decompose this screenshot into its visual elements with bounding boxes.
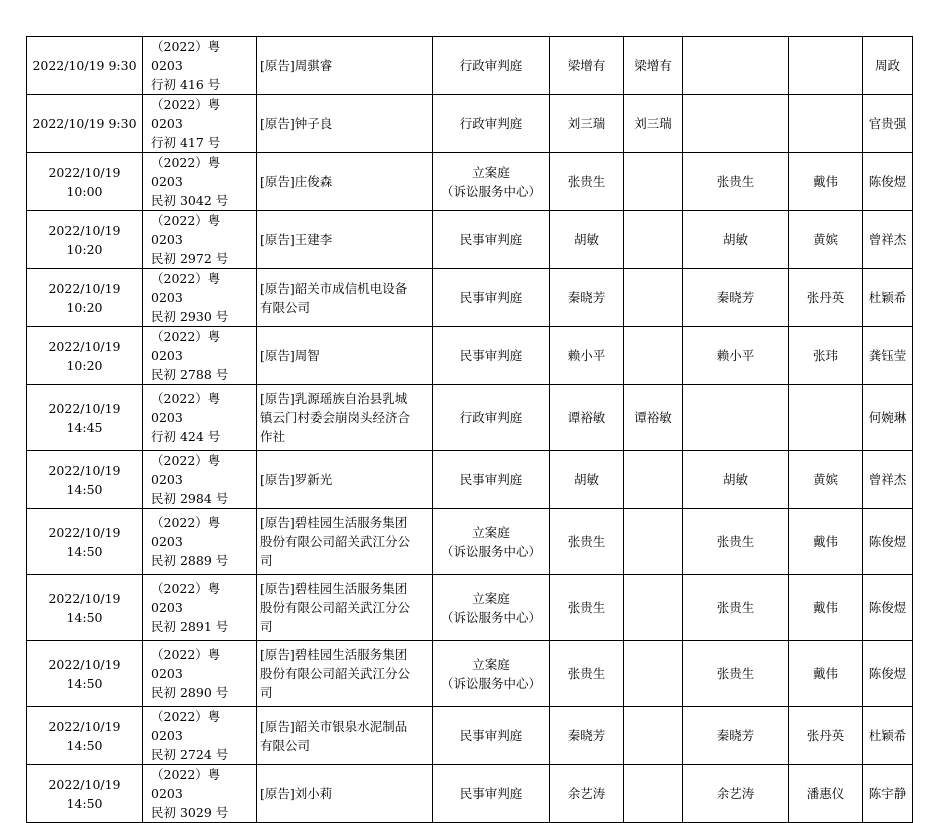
case-number-cell-line: （2022）粤 0203 [151,453,221,487]
collegial-judge-cell: 胡敏 [683,211,789,269]
presiding-judge-cell: 谭裕敏 [624,385,683,451]
clerk-cell: 龚钰莹 [863,327,913,385]
clerk-cell: 杜颖希 [863,269,913,327]
party-cell [257,707,433,765]
courtroom-cell-line: 立案庭 [472,590,510,606]
table-row [27,707,913,765]
party-cell [257,509,433,575]
courtroom-cell-line: （诉讼服务中心） [440,183,541,199]
case-number-cell-line: 民初 2984 号 [151,491,229,506]
collegial-judge-cell: 胡敏 [683,451,789,509]
case-number-cell-line: （2022）粤 0203 [151,329,221,363]
hearing-schedule-sheet [26,36,907,823]
courtroom-cell-line: 民事审判庭 [459,290,523,305]
case-number-cell-line: （2022）粤 0203 [151,97,221,131]
case-number-cell-line: 行初 416 号 [151,77,221,92]
courtroom-cell-line: 行政审判庭 [459,58,523,73]
judge-cell: 秦晓芳 [550,269,624,327]
table-row [27,327,913,385]
party-cell-line: [原告]韶关市银泉水泥制品 [260,718,408,734]
courtroom-cell [433,575,550,641]
courtroom-cell-line: 行政审判庭 [459,116,523,131]
courtroom-cell [433,385,550,451]
courtroom-cell-line: （诉讼服务中心） [440,543,541,559]
party-cell-line: 司 [260,553,273,568]
case-number-cell [143,327,257,385]
clerk-cell: 陈俊煜 [863,575,913,641]
courtroom-cell-line: 立案庭 [472,164,510,180]
hearing-datetime-cell: 2022/10/19 9:30 [27,95,143,153]
presiding-judge-cell [624,269,683,327]
case-number-cell-line: （2022）粤 0203 [151,39,221,73]
party-cell [257,641,433,707]
case-number-cell [143,37,257,95]
case-number-cell-line: 民初 2890 号 [151,685,229,700]
case-number-cell-line: （2022）粤 0203 [151,213,221,247]
case-number-cell-line: 行初 424 号 [151,429,221,444]
collegial-judge-cell: 张贵生 [683,509,789,575]
table-row [27,451,913,509]
juror-cell: 张玮 [789,327,863,385]
party-cell-line: 有限公司 [260,737,311,753]
case-number-cell [143,451,257,509]
hearing-datetime-cell: 2022/10/19 10:00 [27,153,143,211]
case-number-cell [143,641,257,707]
case-number-cell [143,95,257,153]
party-cell [257,451,433,509]
table-row [27,509,913,575]
clerk-cell: 曾祥杰 [863,451,913,509]
case-number-cell-line: （2022）粤 0203 [151,155,221,189]
case-number-cell-line: 民初 2972 号 [151,251,229,266]
hearing-datetime-cell: 2022/10/19 14:50 [27,509,143,575]
presiding-judge-cell [624,575,683,641]
presiding-judge-cell: 梁增有 [624,37,683,95]
party-cell [257,95,433,153]
table-row [27,385,913,451]
collegial-judge-cell: 张贵生 [683,575,789,641]
presiding-judge-cell [624,211,683,269]
party-cell [257,385,433,451]
presiding-judge-cell [624,707,683,765]
courtroom-cell [433,153,550,211]
case-number-cell-line: （2022）粤 0203 [151,515,221,549]
party-cell-line: 股份有限公司韶关武江分公 [260,666,411,681]
party-cell [257,327,433,385]
case-number-cell [143,707,257,765]
courtroom-cell-line: 行政审判庭 [459,410,523,425]
courtroom-cell-line: 民事审判庭 [459,786,523,801]
courtroom-cell [433,451,550,509]
presiding-judge-cell: 刘三瑞 [624,95,683,153]
case-number-cell [143,575,257,641]
hearing-datetime-cell: 2022/10/19 9:30 [27,37,143,95]
collegial-judge-cell [683,385,789,451]
party-cell-line: [原告]碧桂园生活服务集团 [260,647,408,662]
judge-cell: 谭裕敏 [550,385,624,451]
courtroom-cell [433,641,550,707]
juror-cell [789,95,863,153]
judge-cell: 张贵生 [550,641,624,707]
party-cell-line: 股份有限公司韶关武江分公 [260,534,411,549]
table-row [27,153,913,211]
table-row [27,641,913,707]
juror-cell: 戴伟 [789,641,863,707]
collegial-judge-cell: 张贵生 [683,153,789,211]
party-cell-line: [原告]乳源瑶族自治县乳城 [260,391,408,406]
case-number-cell-line: 民初 2891 号 [151,619,229,634]
courtroom-cell-line: 立案庭 [472,524,510,540]
hearing-datetime-cell: 2022/10/19 14:50 [27,575,143,641]
judge-cell: 梁增有 [550,37,624,95]
party-cell [257,575,433,641]
party-cell [257,37,433,95]
hearing-datetime-cell: 2022/10/19 14:50 [27,707,143,765]
table-row [27,575,913,641]
collegial-judge-cell: 张贵生 [683,641,789,707]
table-row [27,95,913,153]
party-cell-line: 镇云门村委会崩岗头经济合 [260,410,411,425]
case-number-cell-line: （2022）粤 0203 [151,647,221,681]
juror-cell: 戴伟 [789,509,863,575]
party-cell [257,153,433,211]
courtroom-cell-line: 民事审判庭 [459,472,523,487]
hearing-datetime-cell: 2022/10/19 14:50 [27,451,143,509]
party-cell-line: 有限公司 [260,299,311,315]
clerk-cell: 陈俊煜 [863,641,913,707]
judge-cell: 余艺涛 [550,765,624,823]
judge-cell: 秦晓芳 [550,707,624,765]
case-number-cell-line: （2022）粤 0203 [151,391,221,425]
courtroom-cell [433,95,550,153]
judge-cell: 赖小平 [550,327,624,385]
party-cell [257,765,433,823]
collegial-judge-cell: 余艺涛 [683,765,789,823]
party-cell-line: [原告]刘小莉 [260,786,333,801]
judge-cell: 张贵生 [550,509,624,575]
presiding-judge-cell [624,509,683,575]
party-cell-line: 作社 [260,429,286,444]
party-cell-line: [原告]王建李 [260,232,333,247]
clerk-cell: 陈宇静 [863,765,913,823]
table-row [27,211,913,269]
case-number-cell-line: 民初 2724 号 [151,747,229,762]
case-number-cell-line: 民初 3029 号 [151,805,229,820]
courtroom-cell [433,211,550,269]
party-cell-line: [原告]庄俊森 [260,174,333,189]
party-cell [257,211,433,269]
judge-cell: 胡敏 [550,451,624,509]
table-row [27,37,913,95]
judge-cell: 张贵生 [550,575,624,641]
case-number-cell [143,509,257,575]
party-cell-line: [原告]周骐睿 [260,58,333,73]
judge-cell: 胡敏 [550,211,624,269]
table-row [27,765,913,823]
clerk-cell: 周政 [863,37,913,95]
presiding-judge-cell [624,327,683,385]
collegial-judge-cell [683,37,789,95]
presiding-judge-cell [624,451,683,509]
party-cell-line: [原告]碧桂园生活服务集团 [260,581,408,596]
hearing-datetime-cell: 2022/10/19 14:50 [27,641,143,707]
presiding-judge-cell [624,153,683,211]
table-row [27,269,913,327]
courtroom-cell [433,707,550,765]
party-cell-line: [原告]罗新光 [260,472,333,487]
presiding-judge-cell [624,641,683,707]
presiding-judge-cell [624,765,683,823]
juror-cell [789,37,863,95]
juror-cell: 张丹英 [789,269,863,327]
juror-cell: 戴伟 [789,153,863,211]
clerk-cell: 何婉琳 [863,385,913,451]
juror-cell: 潘惠仪 [789,765,863,823]
courtroom-cell [433,327,550,385]
case-number-cell-line: 民初 3042 号 [151,193,229,208]
clerk-cell: 曾祥杰 [863,211,913,269]
courtroom-cell-line: （诉讼服务中心） [440,675,541,691]
juror-cell: 戴伟 [789,575,863,641]
juror-cell [789,385,863,451]
case-number-cell [143,765,257,823]
hearing-datetime-cell: 2022/10/19 14:50 [27,765,143,823]
case-number-cell-line: 民初 2788 号 [151,367,229,382]
case-number-cell-line: （2022）粤 0203 [151,581,221,615]
case-number-cell-line: 行初 417 号 [151,135,221,150]
case-number-cell-line: 民初 2889 号 [151,553,229,568]
hearing-datetime-cell: 2022/10/19 10:20 [27,269,143,327]
clerk-cell: 陈俊煜 [863,153,913,211]
courtroom-cell [433,765,550,823]
collegial-judge-cell: 赖小平 [683,327,789,385]
courtroom-cell [433,37,550,95]
courtroom-cell-line: 民事审判庭 [459,348,523,363]
case-number-cell [143,153,257,211]
juror-cell: 张丹英 [789,707,863,765]
party-cell-line: 股份有限公司韶关武江分公 [260,600,411,615]
clerk-cell: 官贵强 [863,95,913,153]
case-number-cell-line: （2022）粤 0203 [151,709,221,743]
courtroom-cell [433,509,550,575]
collegial-judge-cell: 秦晓芳 [683,269,789,327]
hearing-datetime-cell: 2022/10/19 14:45 [27,385,143,451]
clerk-cell: 陈俊煜 [863,509,913,575]
case-number-cell-line: 民初 2930 号 [151,309,229,324]
courtroom-cell-line: （诉讼服务中心） [440,609,541,625]
hearing-datetime-cell: 2022/10/19 10:20 [27,211,143,269]
party-cell-line: [原告]周智 [260,348,320,363]
clerk-cell: 杜颖希 [863,707,913,765]
case-number-cell-line: （2022）粤 0203 [151,767,221,801]
collegial-judge-cell: 秦晓芳 [683,707,789,765]
hearing-datetime-cell: 2022/10/19 10:20 [27,327,143,385]
juror-cell: 黄嫔 [789,451,863,509]
party-cell-line: [原告]碧桂园生活服务集团 [260,515,408,530]
party-cell-line: [原告]钟子良 [260,116,333,131]
judge-cell: 刘三瑞 [550,95,624,153]
party-cell-line: 司 [260,685,273,700]
hearing-schedule-table [26,36,913,823]
party-cell [257,269,433,327]
case-number-cell [143,269,257,327]
courtroom-cell [433,269,550,327]
party-cell-line: [原告]韶关市成信机电设备 [260,280,408,296]
case-number-cell [143,385,257,451]
juror-cell: 黄嫔 [789,211,863,269]
courtroom-cell-line: 民事审判庭 [459,232,523,247]
party-cell-line: 司 [260,619,273,634]
judge-cell: 张贵生 [550,153,624,211]
case-number-cell [143,211,257,269]
courtroom-cell-line: 民事审判庭 [459,728,523,743]
courtroom-cell-line: 立案庭 [472,656,510,672]
collegial-judge-cell [683,95,789,153]
case-number-cell-line: （2022）粤 0203 [151,271,221,305]
